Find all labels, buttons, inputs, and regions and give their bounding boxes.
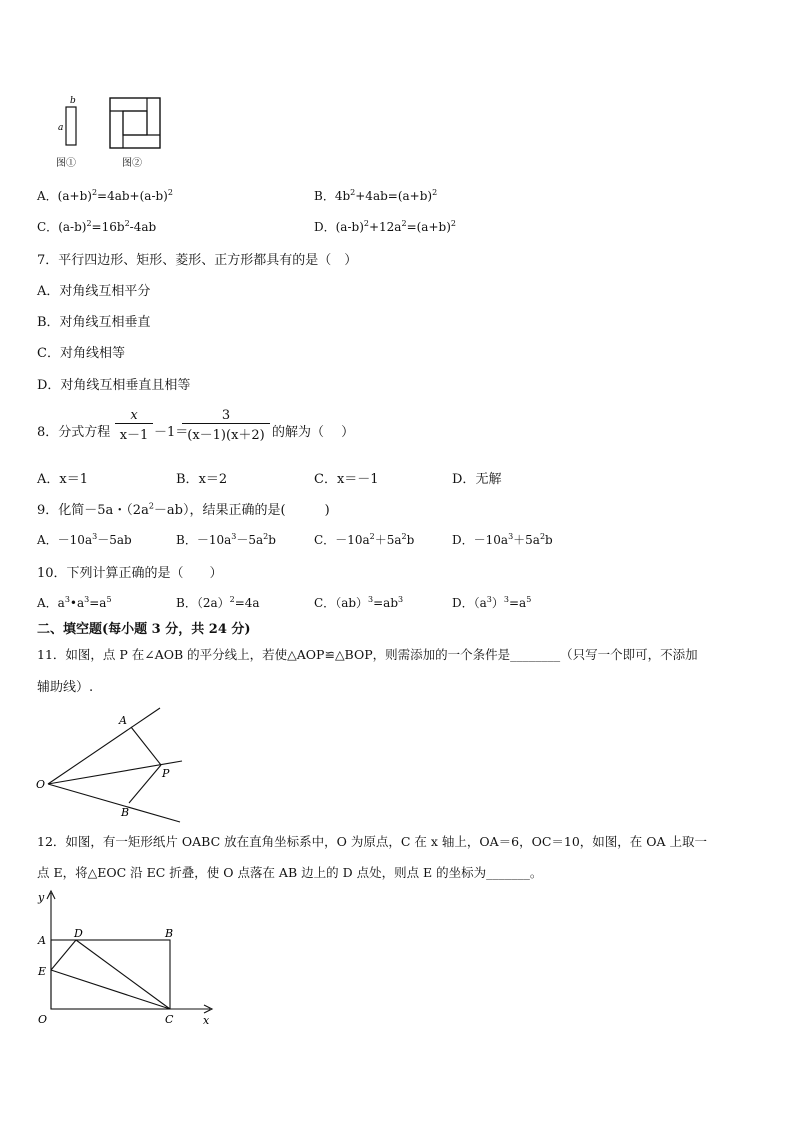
q8-fraction-left: $\frac{x}{x-1}$ bbox=[115, 408, 153, 443]
q8-option-a: A．x＝1 bbox=[37, 472, 88, 487]
label-p: P bbox=[162, 767, 170, 780]
q12-line1: 12．如图，有一矩形纸片 OABC 放在直角坐标系中，O 为原点，C 在 x 轴上，OA＝6，OC＝10，如图，在 OA 上取一 bbox=[37, 834, 708, 849]
ray-oa bbox=[48, 708, 160, 784]
q7-option-c: C．对角线相等 bbox=[37, 346, 125, 361]
segment-ed bbox=[51, 940, 76, 970]
q8-suffix: 的解为（ ） bbox=[272, 425, 355, 440]
q8-option-b: B．x＝2 bbox=[176, 472, 228, 487]
fig2-outer-square bbox=[110, 98, 160, 148]
segment-bp bbox=[129, 765, 161, 803]
label-a: A bbox=[119, 714, 127, 727]
q12-line2: 点 E，将△EOC 沿 EC 折叠，使 O 点落在 AB 边上的 D 点处，则点 E 的坐标为_______。 bbox=[37, 865, 543, 880]
q8-option-c: C．x＝－1 bbox=[314, 472, 379, 487]
q10-option-b: B．$(2a)^2=4a$ bbox=[176, 595, 260, 610]
q11-line1: 11．如图，点 P 在∠AOB 的平分线上，若使△AOP≌△BOP，则需添加的一个条件是________（只写一个即可，不添加 bbox=[37, 647, 698, 662]
q11-figure bbox=[30, 700, 200, 825]
rectangle-oabc bbox=[51, 940, 170, 1009]
q8-fraction-right: $\frac{3}{(x-1)(x+2)}$ bbox=[182, 408, 270, 443]
q6-option-c: C．$(a-b)^2=16b^2-4ab$ bbox=[37, 219, 157, 234]
q11-line2: 辅助线）. bbox=[37, 680, 94, 695]
q8-minus-one-eq: －1＝ bbox=[154, 425, 189, 440]
segment-ap bbox=[131, 727, 161, 765]
q7-option-a: A．对角线互相平分 bbox=[37, 284, 151, 299]
label-a: A bbox=[38, 934, 46, 947]
q9-stem: 9．化简－5a・$(2a^2-ab)$，结果正确的是( ) bbox=[37, 501, 330, 518]
q12-figure bbox=[30, 885, 220, 1030]
label-b: B bbox=[165, 927, 174, 940]
fig1-caption: 图① bbox=[56, 158, 76, 169]
label-e: E bbox=[38, 965, 47, 978]
q10-option-d: D．$(a^3)^3=a^5$ bbox=[452, 595, 532, 610]
fig1-label-a: a bbox=[58, 123, 64, 133]
label-b: B bbox=[121, 806, 130, 819]
label-o: O bbox=[36, 778, 46, 791]
label-c: C bbox=[165, 1013, 174, 1026]
label-o: O bbox=[38, 1013, 48, 1026]
q10-option-a: A．$a^3•a^3=a^5$ bbox=[37, 595, 112, 610]
label-d: D bbox=[74, 927, 83, 940]
label-y: y bbox=[38, 891, 45, 904]
q6-option-b: B．$4b^2+4ab=(a+b)^2$ bbox=[314, 188, 438, 203]
q8-option-d: D．无解 bbox=[452, 472, 502, 487]
q9-option-a: A．$-10a^3-5ab$ bbox=[37, 532, 132, 547]
ray-ob bbox=[48, 784, 180, 822]
fig1-rectangle bbox=[66, 107, 76, 145]
fig1-label-b: b bbox=[70, 96, 76, 106]
segment-dc bbox=[76, 940, 170, 1009]
q9-option-b: B．$-10a^3-5a^2b$ bbox=[176, 532, 276, 547]
q6-option-a: A．$(a+b)^2=4ab+(a-b)^2$ bbox=[37, 188, 173, 203]
q7-option-d: D．对角线互相垂直且相等 bbox=[37, 378, 191, 393]
fig2-caption: 图② bbox=[122, 158, 142, 169]
q10-stem: 10．下列计算正确的是（ ） bbox=[37, 566, 223, 581]
label-x: x bbox=[203, 1014, 210, 1027]
q8-prefix: 8．分式方程 bbox=[37, 425, 111, 440]
q9-option-c: C．$-10a^2+5a^2b$ bbox=[314, 532, 415, 547]
fig2-inner-square bbox=[123, 111, 147, 135]
q7-option-b: B．对角线互相垂直 bbox=[37, 315, 151, 330]
q7-stem: 7．平行四边形、矩形、菱形、正方形都具有的是（ ） bbox=[37, 253, 358, 268]
q9-option-d: D．$-10a^3+5a^2b$ bbox=[452, 532, 553, 547]
q10-option-c: C．$(ab)^3=ab^3$ bbox=[314, 595, 404, 610]
section-title: 二、填空题(每小题 3 分，共 24 分) bbox=[37, 622, 251, 637]
segment-ec bbox=[51, 970, 170, 1009]
q6-option-d: D．$(a-b)^2+12a^2=(a+b)^2$ bbox=[314, 219, 456, 234]
